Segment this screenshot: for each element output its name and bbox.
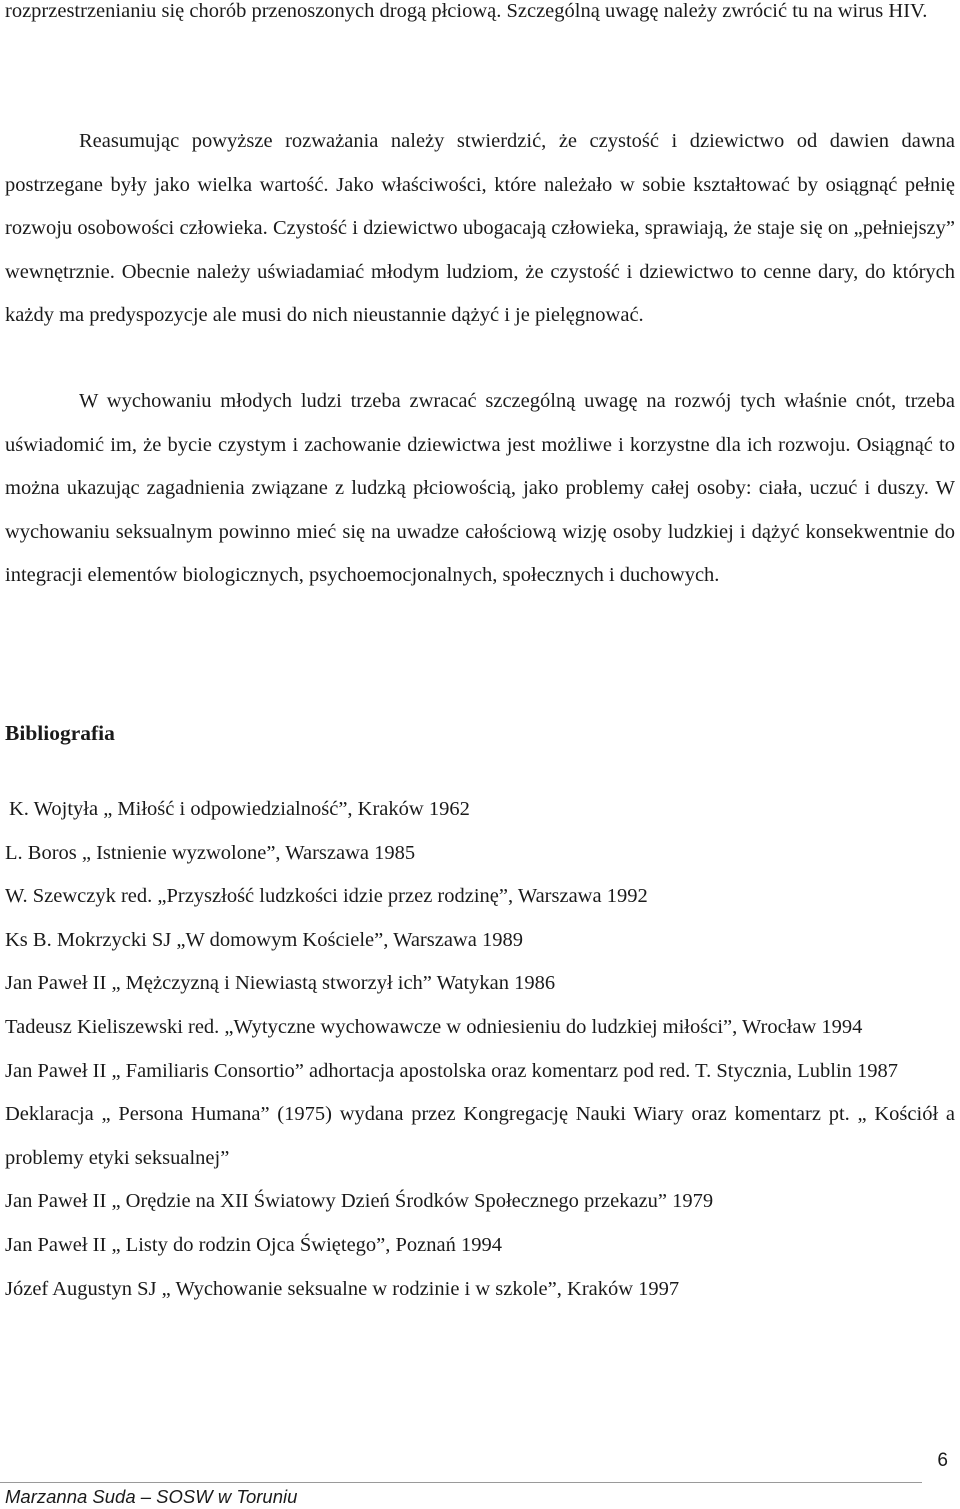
page-number: 6 [937,1450,948,1471]
bibliography-item: Jan Paweł II „ Familiaris Consortio” adhortacja apostolska oraz komentarz pod red. T. Stycznia, Lublin 1987 [5,1059,899,1082]
bibliography-item: Józef Augustyn SJ „ Wychowanie seksualne w rodzinie i w szkole”, Kraków 1997 [5,1277,680,1300]
paragraph-continuation: rozprzestrzenianiu się chorób przenoszonych drogą płciową. Szczególną uwagę należy zwrócić tu na wirus HIV. [5,0,928,22]
bibliography-item: Ks B. Mokrzycki SJ „W domowym Kościele”, Warszawa 1989 [5,928,523,951]
bibliography-item: Jan Paweł II „ Orędzie na XII Światowy Dzień Środków Społecznego przekazu” 1979 [5,1190,714,1213]
bibliography-item: L. Boros „ Istnienie wyzwolone”, Warszawa 1985 [5,841,416,864]
bibliography-item: K. Wojtyła „ Miłość i odpowiedzialność”, Kraków 1962 [9,798,470,820]
bibliography-list [5,788,955,1311]
footer-divider [0,1482,922,1483]
bibliography-item: Tadeusz Kieliszewski red. „Wytyczne wychowawcze w odniesieniu do ludzkiej miłości”, Wrocław 1994 [5,1015,863,1038]
bibliography-item: Deklaracja „ Persona Humana” (1975) wydana przez Kongregację Nauki Wiary oraz komentarz pt. „ Kościół a problemy etyki seksualnej” [5,1103,955,1169]
bibliography-heading: Bibliografia [5,721,115,745]
paragraph-education: W wychowaniu młodych ludzi trzeba zwracać szczególną uwagę na rozwój tych właśnie cnót, trzeba uświadomić im, że bycie czystym i zachowanie dziewictwa jest możliwe i korzystne dla ich rozwoju. Osiągnąć to można ukazując zagadnienia związane z ludzką płciowością, jako problemy całej osoby: ciała, uczuć i duszy. W wychowaniu seksualnym powinno mieć się na uwadze całościową wizję osoby ludzkiej i dążyć konsekwentnie do integracji elementów biologicznych, psychoemocjonalnych, społecznych i duchowych. [5,390,955,587]
bibliography-item: Jan Paweł II „ Mężczyzną i Niewiastą stworzył ich” Watykan 1986 [5,972,556,995]
paragraph-summary: Reasumując powyższe rozważania należy stwierdzić, że czystość i dziewictwo od dawien dawna postrzegane były jako wielka wartość. Jako właściwości, które należało w sobie kształtować by osiągnąć pełnię rozwoju osobowości człowieka. Czystość i dziewictwo ubogacają człowieka, sprawiają, że staje się on „pełniejszy” wewnętrznie. Obecnie należy uświadamiać młodym ludziom, że czystość i dziewictwo to cenne dary, do których każdy ma predyspozycje ale musi do nich nieustannie dążyć i je pielęgnować. [5,130,955,327]
bibliography-item: W. Szewczyk red. „Przyszłość ludzkości idzie przez rodzinę”, Warszawa 1992 [5,885,648,908]
footer-author: Marzanna Suda – SOSW w Toruniu [5,1486,298,1507]
bibliography-item: Jan Paweł II „ Listy do rodzin Ojca Świętego”, Poznań 1994 [5,1233,503,1256]
